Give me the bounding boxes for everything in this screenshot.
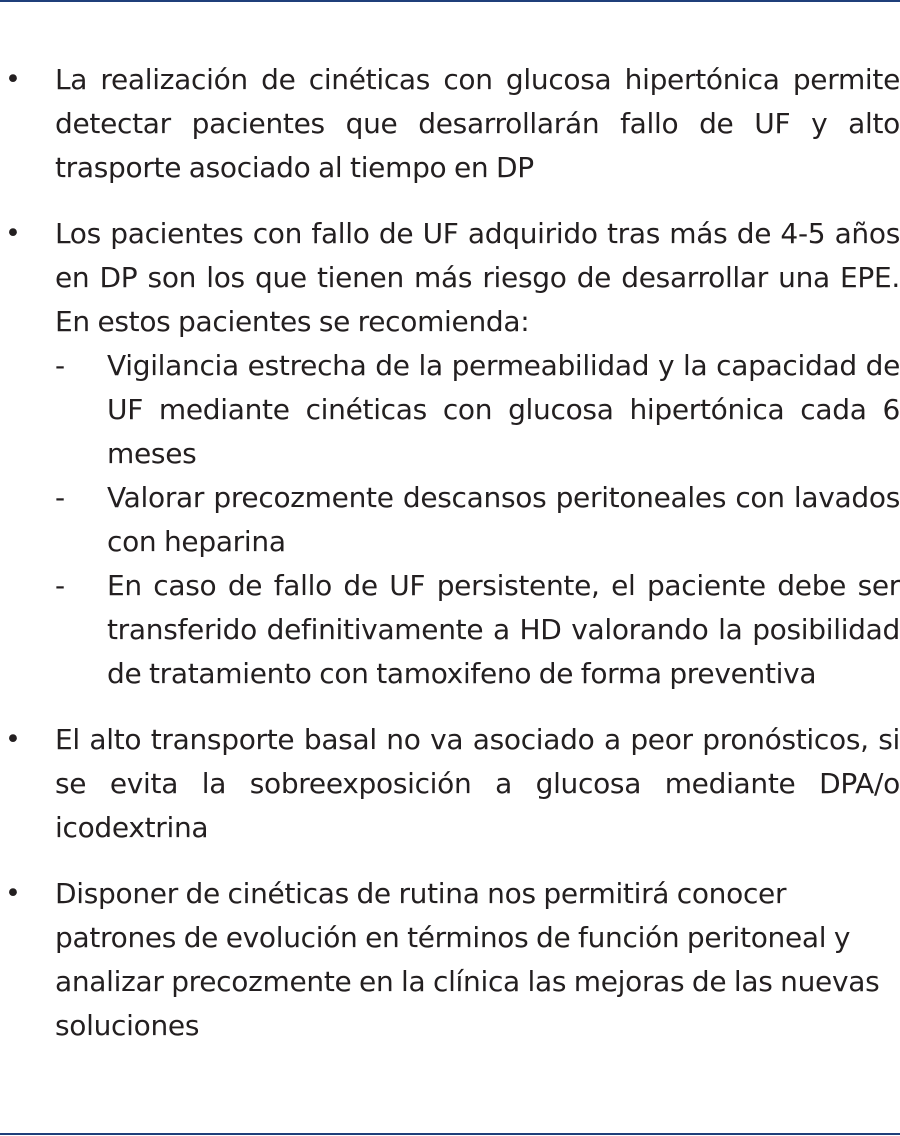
dash-marker: - [55,349,66,382]
sub-item-text: Valorar precozmente descansos peritoneales con lavados con heparina [107,481,900,558]
bullet-text: La realización de cinéticas con glucosa hipertónica permite detectar pacientes que desarrollarán fallo de UF y alto trasporte asociado al tiempo en DP [55,63,900,184]
bullet-marker: • [5,724,21,755]
bullet-text: El alto transporte basal no va asociado a peor pronósticos, si se evita la sobreexposición a glucosa mediante DPA/o icodextrina [55,723,900,844]
sub-item-text: En caso de fallo de UF persistente, el paciente debe ser transferido definitivamente a HD valorando la posibilidad de tratamiento con tamoxifeno de forma preventiva [107,569,900,690]
bullet-list [0,58,900,1070]
bullet-text: Disponer de cinéticas de rutina nos permitirá conocer patrones de evolución en términos de función peritoneal y analizar precozmente en la clínica las mejoras de las nuevas soluciones [55,877,880,1042]
bullet-marker: • [5,218,21,249]
list-item [0,58,900,190]
sub-list-item [55,344,900,476]
top-rule [0,0,900,2]
bottom-rule [0,1133,900,1135]
bullet-text: Los pacientes con fallo de UF adquirido tras más de 4-5 años en DP son los que tienen más riesgo de desarrollar una EPE. En estos pacientes se recomienda: [55,217,900,338]
sub-list-item [55,476,900,564]
dash-marker: - [55,569,66,602]
sub-list-item [55,564,900,696]
dash-marker: - [55,481,66,514]
list-item [0,872,900,1048]
bullet-marker: • [5,64,21,95]
bullet-marker: • [5,878,21,909]
sub-item-text: Vigilancia estrecha de la permeabilidad y la capacidad de UF mediante cinéticas con glucosa hipertónica cada 6 meses [107,349,900,470]
list-item [0,718,900,850]
list-item [0,212,900,696]
